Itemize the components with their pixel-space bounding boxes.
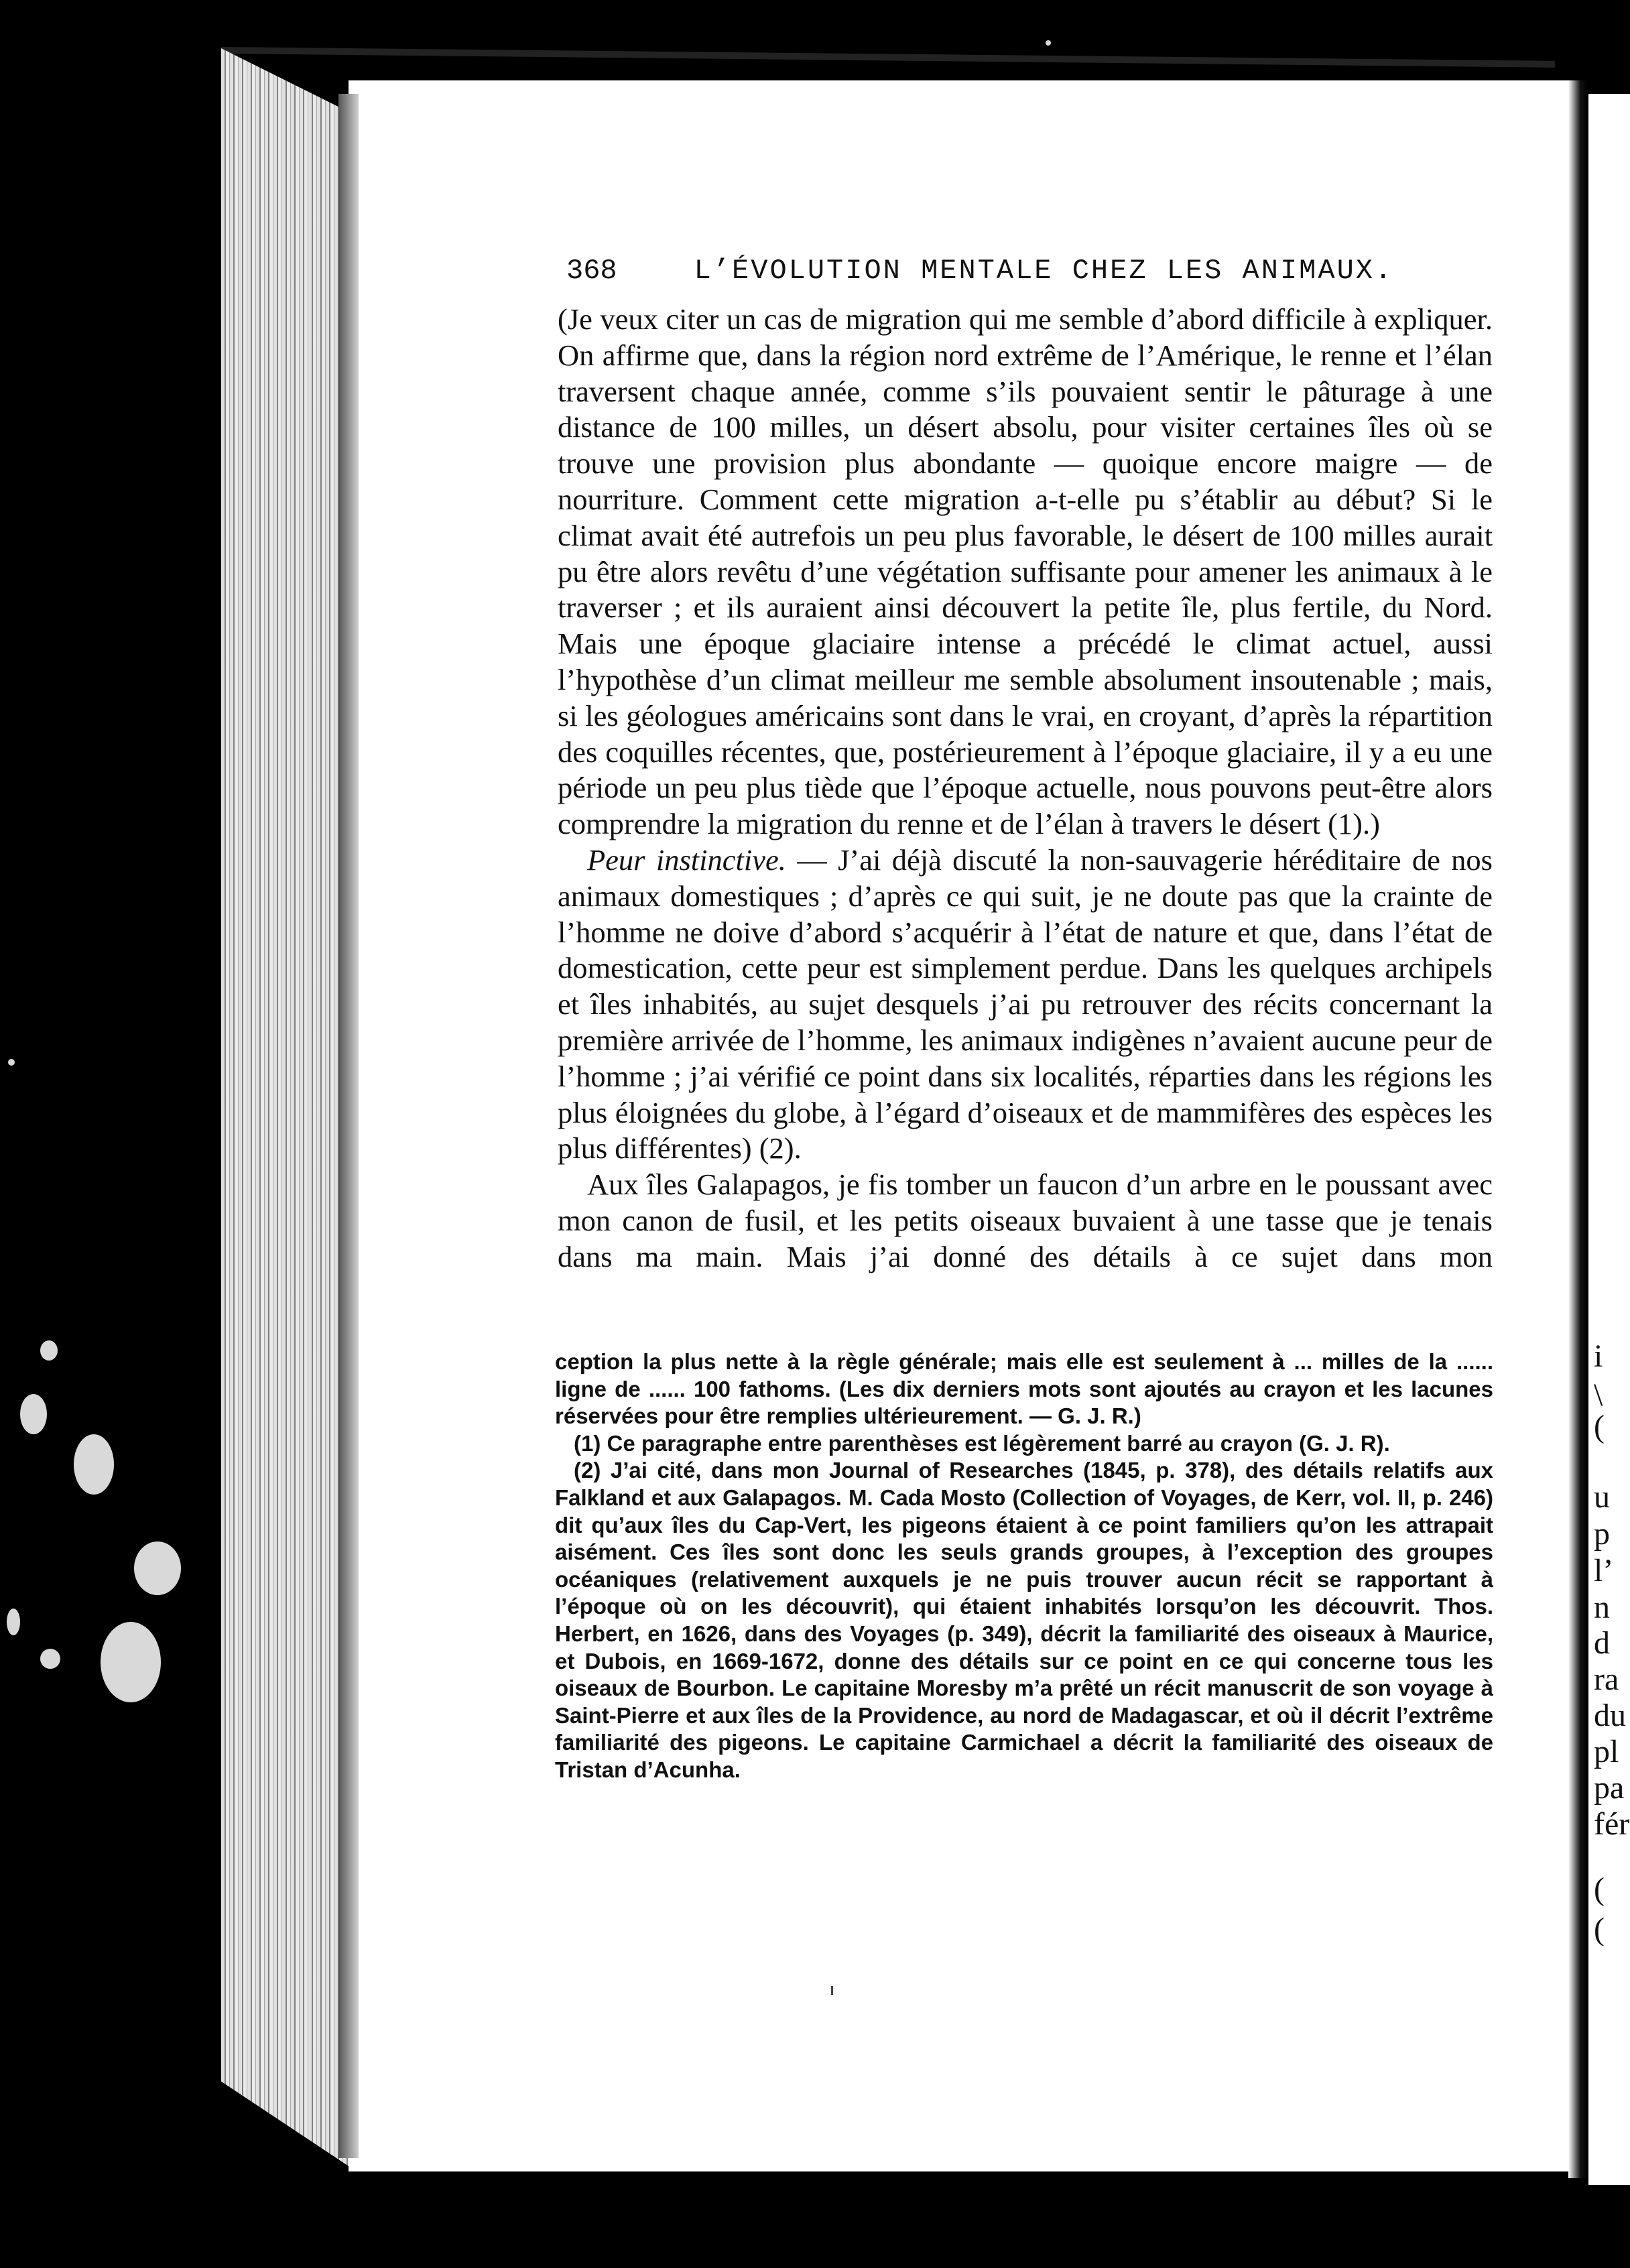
running-head [566,255,1501,287]
scan-speck [40,1649,60,1669]
page-edge-shadow [338,94,359,2158]
facing-fragment: pa [1594,1770,1625,1806]
scan-speck [40,1340,58,1361]
paragraph-galapagos: Aux îles Galapagos, je fis tomber un faucon d’un arbre en le poussant avec mon canon de fusil, et les petits oiseaux buvaient à une tasse que je tenais dans ma main. Mais j’ai donné des détails à ce sujet dans mon [558,1168,1493,1273]
scan-speck [134,1541,181,1595]
facing-fragment: p [1594,1516,1610,1552]
facing-fragment: pl [1594,1734,1619,1769]
facing-fragment: du [1594,1698,1626,1733]
facing-fragment: d [1594,1625,1610,1661]
facing-fragment: \ [1594,1377,1603,1413]
footnote-1: (1) Ce paragraphe entre parenthèses est légèrement barré au crayon (G. J. R). [574,1430,1390,1456]
page-mark [831,1986,833,1995]
scan-speck [1046,40,1051,46]
facing-fragment: ( [1594,1871,1605,1907]
footnotes [555,1348,1493,1784]
page-number: 368 [566,255,617,287]
book-top-edge [221,47,1555,68]
facing-fragment: ( [1594,1409,1605,1444]
facing-fragment: i [1594,1338,1603,1374]
footnote-continuation: ception la plus nette à la règle générale; mais elle est seulement à ... milles de la ...... ligne de ...... 100 fathoms. (Les dix derniers mots sont ajoutés au crayon et les lacunes réservées pour être remplies ultérieurement. — G. J. R.) [555,1349,1493,1429]
scan-speck [8,1059,15,1066]
scan-speck [20,1394,47,1434]
facing-fragment: ( [1594,1911,1605,1947]
section-run-in-heading: Peur instinctive. [587,842,786,877]
paragraph-instinctive-fear [558,842,1493,1167]
facing-fragment: ra [1594,1661,1619,1697]
facing-fragment: fér [1594,1806,1630,1842]
scan-speck [101,1622,161,1702]
paragraph-text: — J’ai déjà discuté la non-sauvagerie héréditaire de nos animaux domestiques ; d’après ce qui suit, je ne doute pas que la crainte de l’homme ne doive d’abord s’acquérir à l’état de nature et que, dans l’état de domestication, cette peur est simplement perdue. Dans les quelques archipels et îles inhabités, au sujet desquels j’ai pu retrouver des récits concernant la première arrivée de l’homme, les animaux indigènes n’avaient aucune peur de l’homme ; j’ai vérifié ce point dans six localités, réparties dans les régions les plus éloignées du globe, à l’égard d’oiseaux et de mammifères des espèces les plus différentes) (2). [558,842,1493,1166]
facing-fragment: l’ [1594,1553,1614,1588]
facing-fragment: u [1594,1479,1610,1515]
scan-speck [7,1609,20,1635]
main-text [558,302,1493,1275]
paragraph-migration: (Je veux citer un cas de migration qui me semble d’abord difficile à expliquer. On affirme que, dans la région nord extrême de l’Amérique, le renne et l’élan traversent chaque année, comme s’ils pouvaient sentir le pâturage à une distance de 100 milles, un désert absolu, pour visiter certaines îles où se trouve une provision plus abondante — quoique encore maigre — de nourriture. Comment cette migration a-t-elle pu s’établir au début? Si le climat avait été autrefois un peu plus favorable, le désert de 100 milles aurait pu être alors revêtu d’une végétation suffisante pour amener les animaux à le traverser ; et ils auraient ainsi découvert la petite île, plus fertile, du Nord. Mais une époque glaciaire intense a précédé le climat actuel, aussi l’hypothèse d’un climat meilleur me semble absolument insoutenable ; mais, si les géologues américains sont dans le vrai, en croyant, d’après la répartition des coquilles récentes, que, postérieurement à l’époque glaciaire, il y a eu une période un peu plus tiède que l’époque actuelle, nous pouvons peut-être alors comprendre la migration du renne et de l’élan à travers le désert (1).) [558,302,1493,841]
facing-fragment: n [1594,1590,1610,1625]
page-block-edge [221,48,349,2166]
footnote-2: (2) J’ai cité, dans mon Journal of Researches (1845, p. 378), des détails relatifs aux Falkland et aux Galapagos. M. Cada Mosto (Collection of Voyages, de Kerr, vol. II, p. 246) dit qu’aux îles du Cap-Vert, les pigeons étaient à ce point familiers qu’on les attrapait aisément. Ces îles sont donc les seuls grands groupes, à l’exception des groupes océaniques (relativement auxquels je ne puis trouver aucun récit se rapportant à l’époque où on les découvrit), qui étaient inhabités lorsqu’on les découvrit. Thos. Herbert, en 1626, dans des Voyages (p. 349), décrit la familiarité des oiseaux à Maurice, et Dubois, en 1669-1672, donne des détails sur ce point en ce qui concerne tous les oiseaux de Bourbon. Le capitaine Moresby m’a prêté un récit manuscrit de son voyage à Saint-Pierre et aux îles de la Providence, au nord de Madagascar, et où il décrit l’extrême familiarité des pigeons. Le capitaine Carmichael a décrit la familiarité des oiseaux de Tristan d’Acunha. [555,1458,1493,1782]
book-gutter [1568,80,1588,2178]
scan-speck [74,1434,114,1495]
running-title: L’ÉVOLUTION MENTALE CHEZ LES ANIMAUX. [694,255,1394,287]
